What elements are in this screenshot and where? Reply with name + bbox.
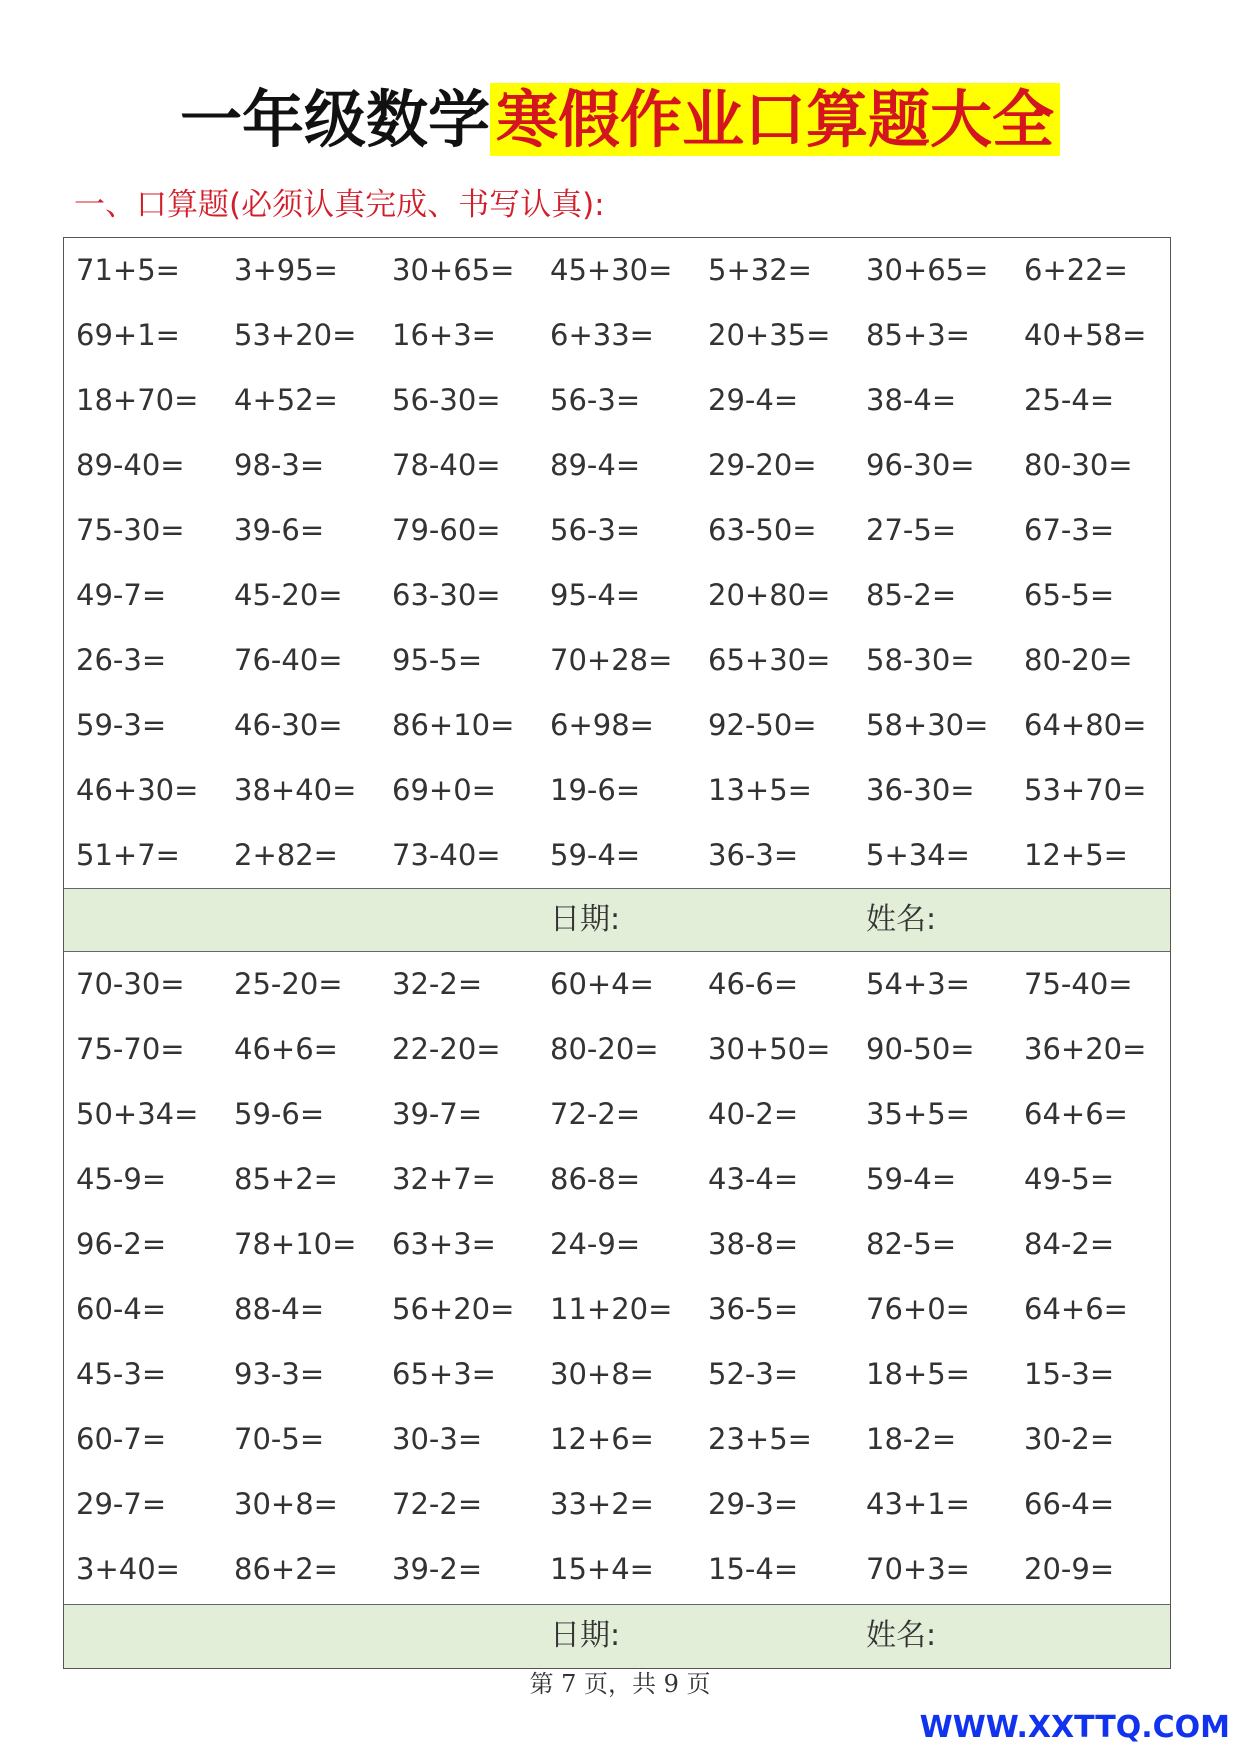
math-problem: 71+5=: [76, 253, 180, 287]
math-problem: 80-20=: [550, 1032, 659, 1066]
math-problem: 89-40=: [76, 448, 185, 482]
math-problem: 45-9=: [76, 1162, 167, 1196]
math-problem: 18-2=: [866, 1422, 957, 1456]
title-part-1: 一年级数学: [179, 83, 490, 156]
math-problem: 65+30=: [708, 643, 831, 677]
math-problem: 90-50=: [866, 1032, 975, 1066]
math-problem: 36-30=: [866, 773, 975, 807]
math-problem: 88-4=: [234, 1292, 325, 1326]
math-problem: 52-3=: [708, 1357, 799, 1391]
math-problem: 23+5=: [708, 1422, 812, 1456]
math-problem: 46-6=: [708, 967, 799, 1001]
math-problem: 73-40=: [392, 838, 501, 872]
math-problem: 96-30=: [866, 448, 975, 482]
math-problem: 63-50=: [708, 513, 817, 547]
math-problem: 30-3=: [392, 1422, 483, 1456]
math-problem: 26-3=: [76, 643, 167, 677]
math-problem: 75-40=: [1024, 967, 1133, 1001]
math-problem: 12+6=: [550, 1422, 654, 1456]
math-problem: 51+7=: [76, 838, 180, 872]
date-label: 日期:: [550, 1618, 621, 1653]
math-problem: 98-3=: [234, 448, 325, 482]
math-problem: 93-3=: [234, 1357, 325, 1391]
math-problem: 70-5=: [234, 1422, 325, 1456]
math-problem: 85+2=: [234, 1162, 338, 1196]
info-row-1: [64, 888, 1170, 952]
math-problem: 6+33=: [550, 318, 654, 352]
math-problem: 46-30=: [234, 708, 343, 742]
math-problem: 56-3=: [550, 383, 641, 417]
math-problem: 49-7=: [76, 578, 167, 612]
math-problem: 3+40=: [76, 1552, 180, 1586]
math-problem: 82-5=: [866, 1227, 957, 1261]
math-problem: 12+5=: [1024, 838, 1128, 872]
math-problem: 69+0=: [392, 773, 496, 807]
math-problem: 58-30=: [866, 643, 975, 677]
math-problem: 32-2=: [392, 967, 483, 1001]
worksheet-table: [63, 237, 1171, 1669]
math-problem: 39-6=: [234, 513, 325, 547]
math-problem: 75-70=: [76, 1032, 185, 1066]
math-problem: 2+82=: [234, 838, 338, 872]
title-part-2-highlighted: 寒假作业口算题大全: [490, 83, 1060, 156]
problem-grid-1: [64, 238, 1170, 888]
math-problem: 22-20=: [392, 1032, 501, 1066]
math-problem: 24-9=: [550, 1227, 641, 1261]
name-label: 姓名:: [866, 902, 937, 937]
math-problem: 49-5=: [1024, 1162, 1115, 1196]
math-problem: 56+20=: [392, 1292, 515, 1326]
math-problem: 45-20=: [234, 578, 343, 612]
math-problem: 53+20=: [234, 318, 357, 352]
math-problem: 64+80=: [1024, 708, 1147, 742]
math-problem: 86+2=: [234, 1552, 338, 1586]
math-problem: 19-6=: [550, 773, 641, 807]
math-problem: 59-6=: [234, 1097, 325, 1131]
math-problem: 29-4=: [708, 383, 799, 417]
math-problem: 70+3=: [866, 1552, 970, 1586]
math-problem: 40+58=: [1024, 318, 1147, 352]
math-problem: 35+5=: [866, 1097, 970, 1131]
math-problem: 45+30=: [550, 253, 673, 287]
page-title: [0, 72, 1240, 168]
math-problem: 50+34=: [76, 1097, 199, 1131]
math-problem: 6+98=: [550, 708, 654, 742]
math-problem: 85+3=: [866, 318, 970, 352]
math-problem: 3+95=: [234, 253, 338, 287]
math-problem: 60-4=: [76, 1292, 167, 1326]
math-problem: 30-2=: [1024, 1422, 1115, 1456]
math-problem: 86-8=: [550, 1162, 641, 1196]
math-problem: 78+10=: [234, 1227, 357, 1261]
math-problem: 58+30=: [866, 708, 989, 742]
math-problem: 75-30=: [76, 513, 185, 547]
date-label: 日期:: [550, 902, 621, 937]
name-label: 姓名:: [866, 1618, 937, 1653]
page-number-footer: 第 7 页，共 9 页: [529, 1670, 711, 1698]
math-problem: 30+65=: [866, 253, 989, 287]
math-problem: 15+4=: [550, 1552, 654, 1586]
math-problem: 63+3=: [392, 1227, 496, 1261]
math-problem: 56-3=: [550, 513, 641, 547]
math-problem: 5+32=: [708, 253, 812, 287]
info-row-2: [64, 1604, 1170, 1668]
math-problem: 54+3=: [866, 967, 970, 1001]
math-problem: 95-4=: [550, 578, 641, 612]
math-problem: 72-2=: [392, 1487, 483, 1521]
problem-grid-2: [64, 952, 1170, 1602]
math-problem: 29-7=: [76, 1487, 167, 1521]
math-problem: 13+5=: [708, 773, 812, 807]
math-problem: 86+10=: [392, 708, 515, 742]
math-problem: 30+8=: [234, 1487, 338, 1521]
math-problem: 64+6=: [1024, 1097, 1128, 1131]
math-problem: 46+6=: [234, 1032, 338, 1066]
math-problem: 15-3=: [1024, 1357, 1115, 1391]
math-problem: 65-5=: [1024, 578, 1115, 612]
math-problem: 5+34=: [866, 838, 970, 872]
math-problem: 85-2=: [866, 578, 957, 612]
math-problem: 39-7=: [392, 1097, 483, 1131]
math-problem: 4+52=: [234, 383, 338, 417]
math-problem: 96-2=: [76, 1227, 167, 1261]
section-heading: 一、口算题(必须认真完成、书写认真):: [74, 187, 605, 223]
math-problem: 45-3=: [76, 1357, 167, 1391]
math-problem: 92-50=: [708, 708, 817, 742]
math-problem: 36-5=: [708, 1292, 799, 1326]
math-problem: 18+5=: [866, 1357, 970, 1391]
math-problem: 53+70=: [1024, 773, 1147, 807]
math-problem: 79-60=: [392, 513, 501, 547]
math-problem: 70+28=: [550, 643, 673, 677]
math-problem: 63-30=: [392, 578, 501, 612]
math-problem: 56-30=: [392, 383, 501, 417]
math-problem: 30+65=: [392, 253, 515, 287]
math-problem: 40-2=: [708, 1097, 799, 1131]
math-problem: 20-9=: [1024, 1552, 1115, 1586]
math-problem: 18+70=: [76, 383, 199, 417]
math-problem: 66-4=: [1024, 1487, 1115, 1521]
math-problem: 20+35=: [708, 318, 831, 352]
math-problem: 15-4=: [708, 1552, 799, 1586]
site-watermark: WWW.XXTTQ.COM: [919, 1710, 1230, 1745]
math-problem: 59-4=: [550, 838, 641, 872]
math-problem: 38-4=: [866, 383, 957, 417]
math-problem: 78-40=: [392, 448, 501, 482]
math-problem: 46+30=: [76, 773, 199, 807]
math-problem: 67-3=: [1024, 513, 1115, 547]
math-problem: 27-5=: [866, 513, 957, 547]
math-problem: 60-7=: [76, 1422, 167, 1456]
math-problem: 36+20=: [1024, 1032, 1147, 1066]
math-problem: 70-30=: [76, 967, 185, 1001]
math-problem: 29-20=: [708, 448, 817, 482]
math-problem: 38+40=: [234, 773, 357, 807]
math-problem: 84-2=: [1024, 1227, 1115, 1261]
math-problem: 80-30=: [1024, 448, 1133, 482]
math-problem: 76+0=: [866, 1292, 970, 1326]
math-problem: 6+22=: [1024, 253, 1128, 287]
math-problem: 36-3=: [708, 838, 799, 872]
math-problem: 38-8=: [708, 1227, 799, 1261]
math-problem: 16+3=: [392, 318, 496, 352]
math-problem: 32+7=: [392, 1162, 496, 1196]
math-problem: 89-4=: [550, 448, 641, 482]
math-problem: 43+1=: [866, 1487, 970, 1521]
math-problem: 72-2=: [550, 1097, 641, 1131]
math-problem: 25-20=: [234, 967, 343, 1001]
math-problem: 65+3=: [392, 1357, 496, 1391]
math-problem: 64+6=: [1024, 1292, 1128, 1326]
math-problem: 59-3=: [76, 708, 167, 742]
math-problem: 59-4=: [866, 1162, 957, 1196]
math-problem: 95-5=: [392, 643, 483, 677]
math-problem: 69+1=: [76, 318, 180, 352]
math-problem: 11+20=: [550, 1292, 673, 1326]
math-problem: 80-20=: [1024, 643, 1133, 677]
math-problem: 43-4=: [708, 1162, 799, 1196]
math-problem: 60+4=: [550, 967, 654, 1001]
math-problem: 30+8=: [550, 1357, 654, 1391]
math-problem: 30+50=: [708, 1032, 831, 1066]
math-problem: 20+80=: [708, 578, 831, 612]
math-problem: 39-2=: [392, 1552, 483, 1586]
math-problem: 25-4=: [1024, 383, 1115, 417]
math-problem: 76-40=: [234, 643, 343, 677]
math-problem: 29-3=: [708, 1487, 799, 1521]
math-problem: 33+2=: [550, 1487, 654, 1521]
